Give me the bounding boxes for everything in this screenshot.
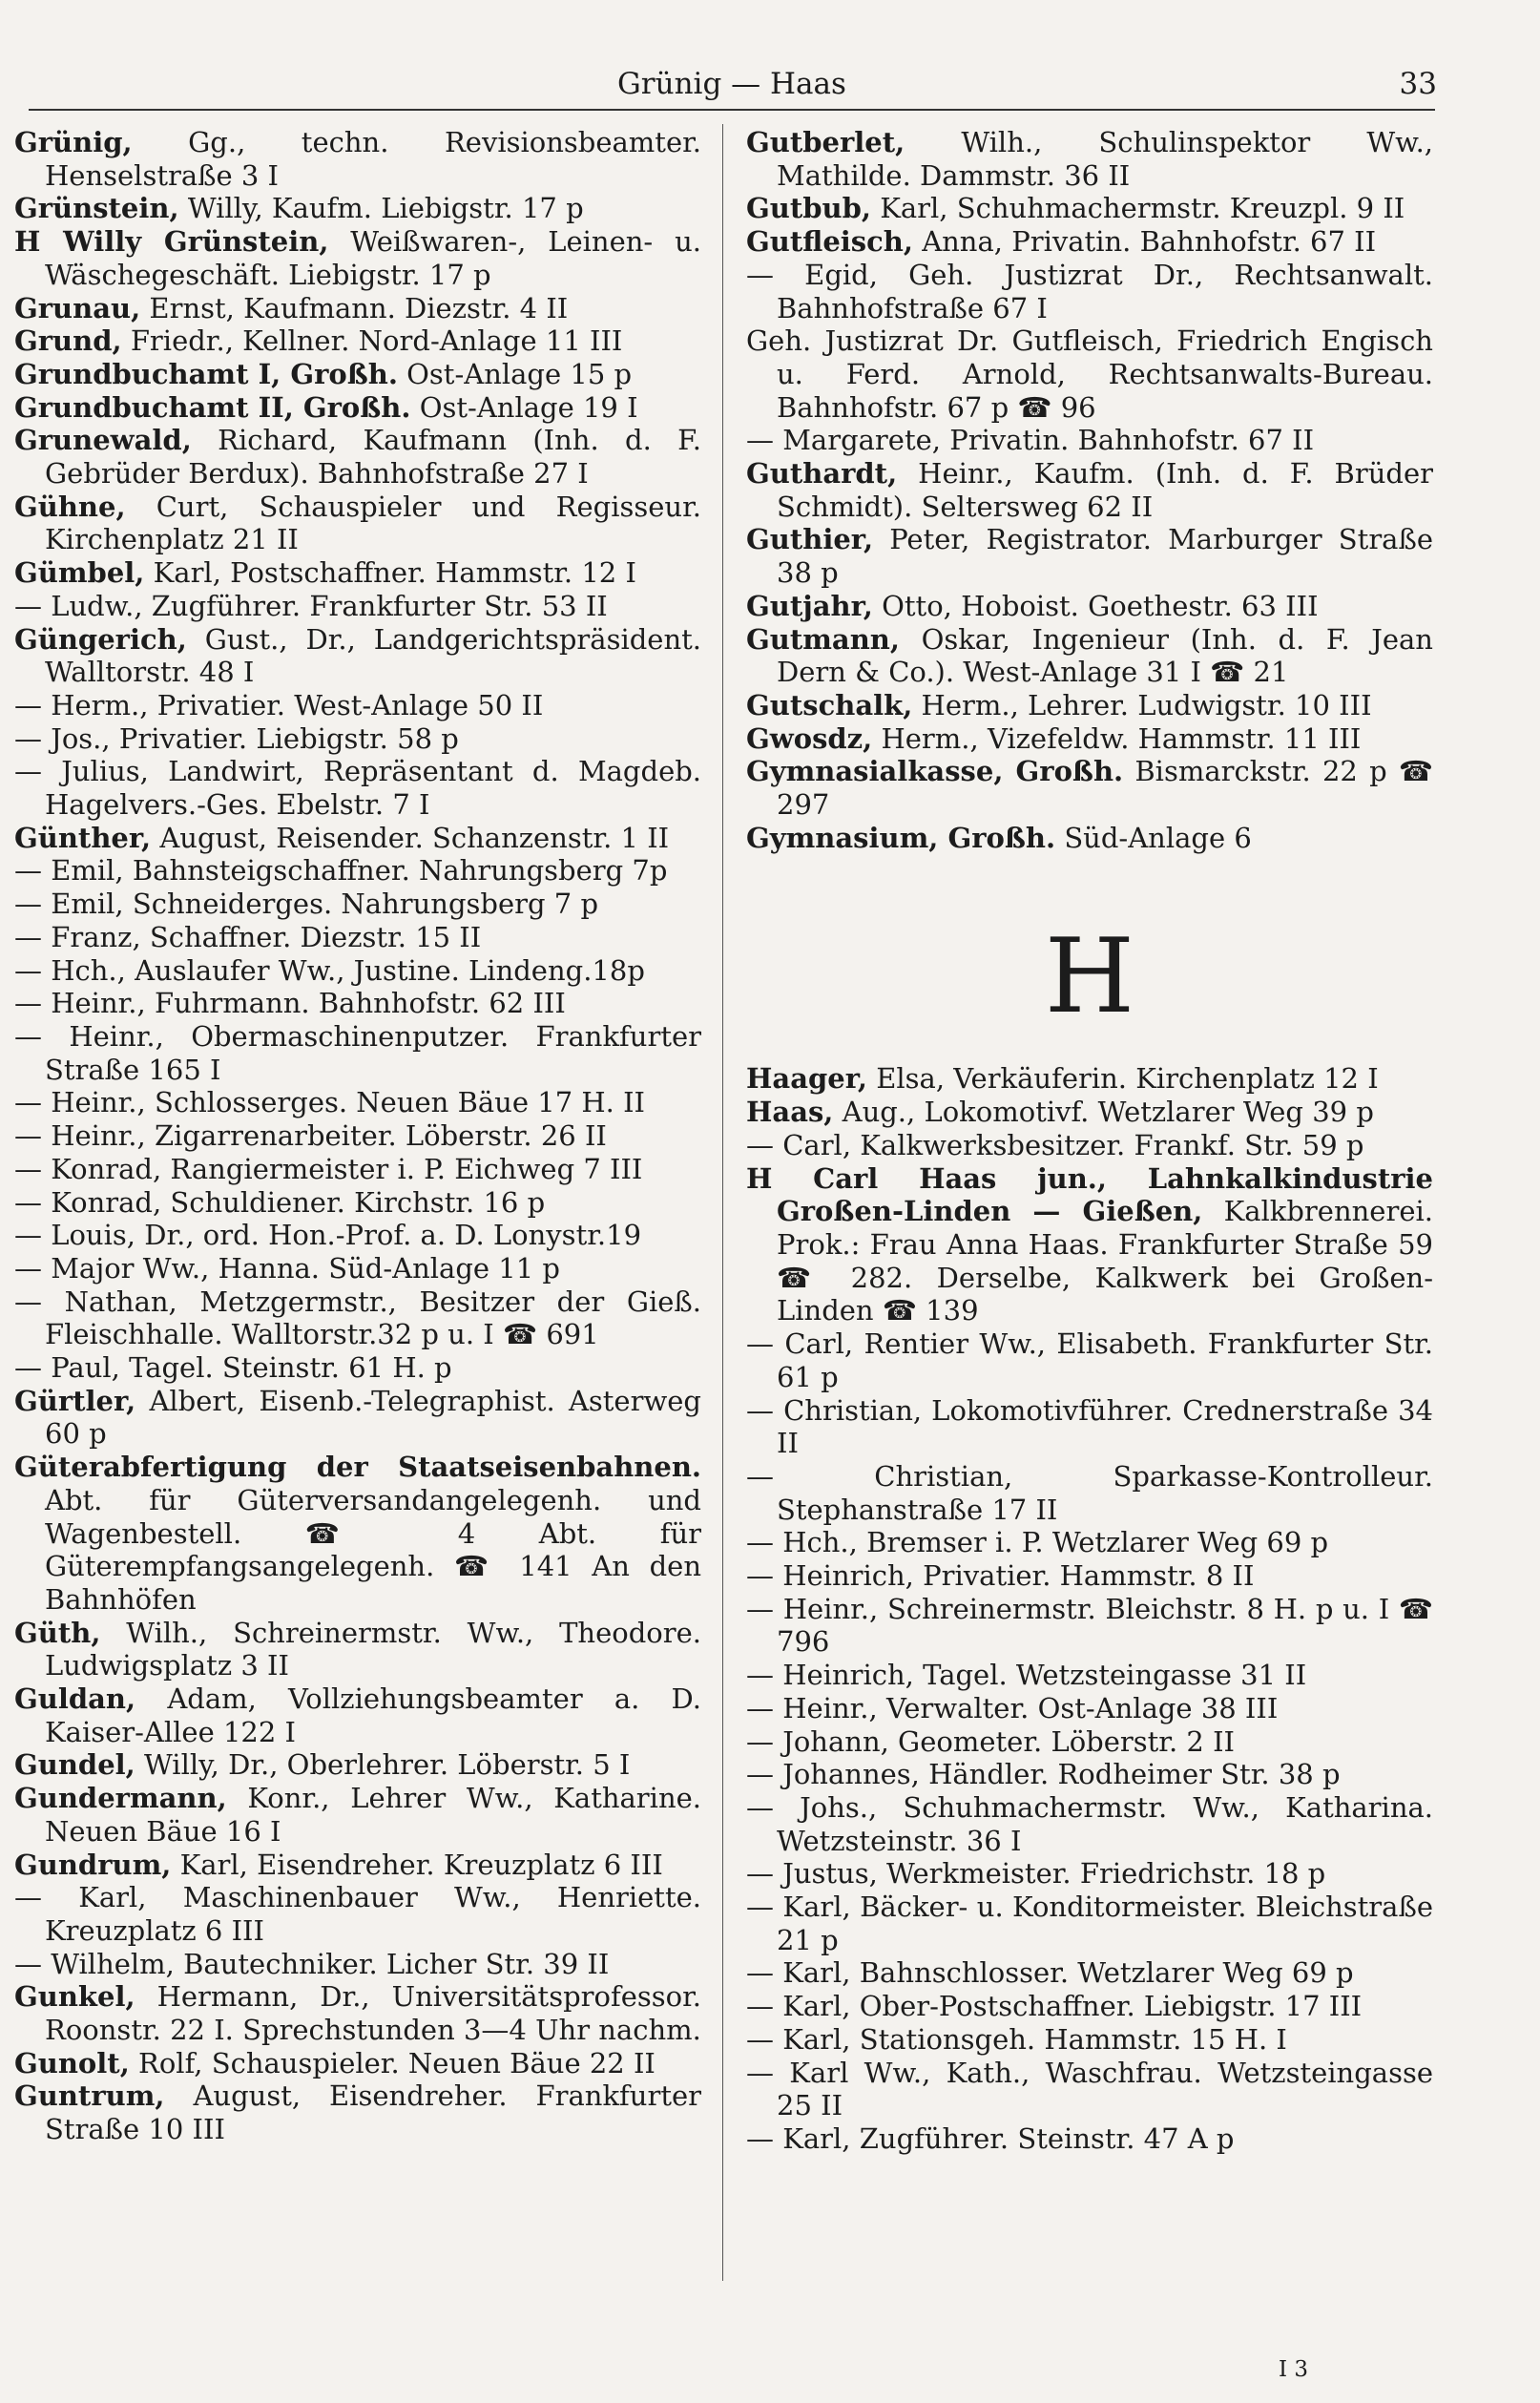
entry-details: Ost-Anlage 15 p [406,357,633,390]
directory-entry [746,1327,1433,1393]
entry-details: Gg., techn. Revisionsbeamter. Henselstraße 3 I [45,126,701,192]
entry-details: Karl, Schuhmachermstr. Kreuzpl. 9 II [880,192,1405,225]
entry-name: Güngerich, [14,622,187,656]
entry-details: Herm., Privatier. West-Anlage 50 II [51,688,544,721]
entry-details: Emil, Bahnsteigschaffner. Nahrungsberg 7p [51,854,668,888]
entry-name: — [746,258,774,291]
directory-entry [746,590,1433,623]
entry-details: Herm., Vizefeldw. Hammstr. 11 III [881,721,1362,755]
directory-entry [746,1659,1433,1692]
directory-entry [14,358,701,391]
entry-name: — [746,1724,774,1758]
entry-name: — [14,888,42,921]
entry-name: Gürtler, [14,1384,136,1417]
directory-entry [746,2122,1433,2156]
entry-name: Gutmann, [746,622,900,656]
entry-name: — [746,1592,774,1625]
entry-details: Hermann, Dr., Universitätsprofessor. Roonstr. 22 I. Sprechstunden 3—4 Uhr nachm. [45,1980,701,2047]
entry-details: Carl, Rentier Ww., Elisabeth. Frankfurter Str. 61 p [777,1327,1433,1393]
entry-name: Grünstein, [14,192,179,225]
entry-details: Heinr., Verwalter. Ost-Anlage 38 III [782,1691,1279,1724]
entry-details: Margarete, Privatin. Bahnhofstr. 67 II [782,424,1315,457]
directory-entry [746,1460,1433,1526]
directory-entry [14,1849,701,1882]
directory-entry [14,623,701,689]
directory-entry [14,2047,701,2080]
entry-name: Gwosdz, [746,721,873,755]
entry-name: — [14,1351,42,1385]
entry-name: — [746,1790,774,1824]
entry-name: — [14,1881,42,1914]
entry-details: Emil, Schneiderges. Nahrungsberg 7 p [51,888,599,921]
entry-name: — [14,1219,42,1252]
entry-name: — [746,1526,774,1559]
entry-details: Heinr., Schreinermstr. Bleichstr. 8 H. p u. I ☎ 796 [777,1592,1434,1659]
entry-name: — [746,2022,774,2056]
directory-entry [746,1725,1433,1759]
directory-entry [14,424,701,490]
directory-entry [14,324,701,358]
entry-name: — [746,1691,774,1724]
right-column [746,126,1433,2156]
entry-details: Major Ww., Hanna. Süd-Anlage 11 p [51,1251,560,1285]
entry-details: Hch., Bremser i. P. Wetzlarer Weg 69 p [782,1526,1329,1559]
directory-entry [746,126,1433,192]
entry-details: Rolf, Schauspieler. Neuen Bäue 22 II [138,2046,656,2079]
directory-entry [14,888,701,921]
entry-details: Johann, Geometer. Löberstr. 2 II [782,1724,1235,1758]
entry-details: Wilh., Schreinermstr. Ww., Theodore. Ludwigsplatz 3 II [45,1616,701,1682]
entry-name: — [14,953,42,987]
entry-details: Franz, Schaffner. Diezstr. 15 II [51,920,482,953]
entry-name: Gunolt, [14,2046,130,2079]
entry-details: Otto, Hoboist. Goethestr. 63 III [882,589,1319,622]
entry-details: Heinrich, Tagel. Wetzsteingasse 31 II [782,1659,1307,1692]
entry-details: Karl, Postschaffner. Hammstr. 12 I [153,556,636,590]
entry-name: Grund, [14,324,122,358]
entry-details: Justus, Werkmeister. Friedrichstr. 18 p [782,1857,1326,1891]
entry-name: Gutfleisch, [746,225,913,259]
directory-entry [746,1593,1433,1659]
directory-entry [14,1451,701,1617]
entry-name: — [746,1459,774,1493]
directory-entry [14,590,701,623]
entry-name: — [14,1119,42,1153]
directory-entry [14,1748,701,1782]
directory-entry [14,1351,701,1385]
entry-details: Willy, Kaufm. Liebigstr. 17 p [187,192,584,225]
entry-details: Karl, Zugführer. Steinstr. 47 A p [782,2121,1235,2155]
directory-entry [746,1559,1433,1593]
directory-entry [746,722,1433,756]
entry-details: Elsa, Verkäuferin. Kirchenplatz 12 I [876,1062,1379,1096]
entry-details: Christian, Lokomotivführer. Crednerstraße 34 II [777,1393,1433,1460]
entry-name: — [14,920,42,953]
entry-name: Gutberlet, [746,126,905,158]
entry-name: Guldan, [14,1682,136,1716]
entry-details: Konrad, Schuldiener. Kirchstr. 16 p [51,1185,546,1219]
entry-name: — [14,1152,42,1185]
entry-name: Güterabfertigung der Staatseisenbahnen. [14,1451,701,1484]
entry-name: Haas, [746,1096,834,1129]
entry-details: Carl, Kalkwerksbesitzer. Frankf. Str. 59 p [782,1128,1364,1161]
directory-entry [746,1758,1433,1791]
entry-name: — [746,1956,774,1990]
directory-entry [14,225,701,291]
directory-entry [14,1617,701,1682]
entry-name: — [14,1947,42,1980]
entry-details: Jos., Privatier. Liebigstr. 58 p [51,721,459,755]
directory-entry [746,2023,1433,2057]
entry-name: Grundbuchamt II, Großh. [14,390,411,424]
directory-entry [14,722,701,756]
entry-name: Guthier, [746,523,874,556]
entry-name: Gutjahr, [746,589,873,622]
entry-details: Curt, Schauspieler und Regisseur. Kirchenplatz 21 II [45,490,701,556]
directory-entry [14,921,701,954]
entry-details: Karl, Stationsgeh. Hammstr. 15 H. I [782,2022,1287,2056]
entry-name: — [14,987,42,1020]
entry-name: — [14,721,42,755]
directory-entry [14,1782,701,1848]
directory-entry [14,1682,701,1748]
entry-name: — [14,1086,42,1119]
entry-name: — [746,1128,774,1161]
directory-entry [746,1526,1433,1559]
directory-entry [746,1857,1433,1891]
entry-details: Weißwaren-, Leinen- u. Wäschegeschäft. Liebigstr. 17 p [45,225,701,291]
directory-entry [14,1119,701,1153]
directory-entry [746,259,1433,324]
entry-details: Karl, Eisendreher. Kreuzplatz 6 III [179,1848,663,1881]
directory-entry [746,424,1433,457]
left-column [14,126,701,2146]
entry-details: Ernst, Kaufmann. Diezstr. 4 II [149,291,569,324]
directory-entry [746,1791,1433,1857]
entry-name: — [14,755,42,788]
entry-details: Ost-Anlage 19 I [419,390,638,424]
entry-details: Herm., Lehrer. Ludwigstr. 10 III [921,688,1372,721]
entry-details: Anna, Privatin. Bahnhofstr. 67 II [922,225,1377,259]
entry-details: Wilhelm, Bautechniker. Licher Str. 39 II [51,1947,610,1980]
directory-entry [14,1252,701,1285]
directory-entry [14,854,701,888]
directory-entry [746,822,1433,855]
directory-entry [14,1285,701,1351]
entry-name: Gümbel, [14,556,145,590]
directory-entry [14,822,701,855]
directory-entry [746,1096,1433,1129]
entry-name: Grundbuchamt I, Großh. [14,357,398,390]
entry-name: H Carl Haas jun., Lahnkalkindustrie Großen-Linden — Gießen, [746,1161,1433,1228]
entry-details: Willy, Dr., Oberlehrer. Löberstr. 5 I [144,1748,631,1782]
entry-details: Karl, Bahnschlosser. Wetzlarer Weg 69 p [782,1956,1354,1990]
entry-details: Karl Ww., Kath., Waschfrau. Wetzsteingasse 25 II [777,2056,1433,2122]
directory-entry [14,1186,701,1220]
directory-entry [14,987,701,1020]
page-header [29,65,1435,111]
entry-details: Heinrich, Privatier. Hammstr. 8 II [782,1559,1255,1593]
entry-details: Julius, Landwirt, Repräsentant d. Magdeb. Hagelvers.-Ges. Ebelstr. 7 I [45,755,702,822]
directory-entry [14,2079,701,2145]
directory-entry [14,689,701,722]
directory-entry [14,1881,701,1947]
entry-details: Heinr., Zigarrenarbeiter. Löberstr. 26 II [51,1119,607,1153]
directory-entry [746,689,1433,722]
entry-details: Hch., Auslaufer Ww., Justine. Lindeng.18p [51,953,645,987]
directory-entry [14,954,701,988]
entry-name: — [746,1758,774,1791]
directory-entry [14,1086,701,1119]
entry-details: Konr., Lehrer Ww., Katharine. Neuen Bäue 16 I [45,1782,702,1848]
entry-name: — [14,854,42,888]
entry-name: Gundel, [14,1748,135,1782]
entry-details: Friedr., Kellner. Nord-Anlage 11 III [130,324,623,358]
directory-entry [14,491,701,556]
directory-entry [746,755,1433,821]
entry-name: — [14,1019,42,1053]
entry-details: Johannes, Händler. Rodheimer Str. 38 p [782,1758,1341,1791]
directory-entry [746,1891,1433,1956]
entry-name: Günther, [14,821,152,854]
entry-details: Oskar, Ingenieur (Inh. d. F. Jean Dern & Co.). West-Anlage 31 I ☎ 21 [777,622,1433,689]
entry-details: Abt. für Güterversandangelegenh. und Wagenbestell. ☎ 4 Abt. für Güterempfangsangelegenh. ☎ 141 An den Bahnhöfen [45,1483,701,1616]
column-divider [722,124,723,2281]
entry-name: — [746,1393,774,1427]
directory-entry [746,1692,1433,1725]
entry-details: Egid, Geh. Justizrat Dr., Rechtsanwalt. Bahnhofstraße 67 I [777,258,1433,324]
directory-entry [746,2057,1433,2122]
entry-name: — [746,1990,774,2023]
entry-details: Bismarckstr. 22 p ☎ 297 [777,755,1434,822]
entry-details: Gust., Dr., Landgerichtspräsident. Walltorstr. 48 I [45,622,701,689]
entry-details: Heinr., Kaufm. (Inh. d. F. Brüder Schmidt). Seltersweg 62 II [777,457,1433,523]
directory-entry [14,391,701,425]
entry-details: Geh. Justizrat Dr. Gutfleisch, Friedrich Engisch u. Ferd. Arnold, Rechtsanwalts-Bureau. Bahnhofstr. 67 p ☎ 96 [746,324,1433,424]
entry-name: Gutbub, [746,192,871,225]
entry-details: Karl, Bäcker- u. Konditormeister. Bleichstraße 21 p [777,1891,1433,1956]
directory-entry [14,1219,701,1252]
directory-entry [14,1948,701,1981]
entry-name: — [746,1857,774,1891]
entry-details: Wilh., Schulinspektor Ww., Mathilde. Dammstr. 36 II [777,126,1434,192]
entry-name: Guthardt, [746,457,898,491]
entry-name: Grünig, [14,126,133,158]
entry-name: Gutschalk, [746,688,913,721]
entry-name: Güth, [14,1616,101,1649]
entry-details: Karl, Maschinenbauer Ww., Henriette. Kreuzplatz 6 III [45,1881,701,1947]
entry-details: Süd-Anlage 6 [1064,821,1252,854]
directory-entry [746,1129,1433,1162]
entry-details: Kalkbrennerei. Prok.: Frau Anna Haas. Frankfurter Straße 59 ☎ 282. Derselbe, Kalkwerk bei Großen-Linden ☎ 139 [777,1195,1433,1327]
entry-name: Gühne, [14,490,126,523]
entry-name: — [14,688,42,721]
entry-name: — [14,1185,42,1219]
entry-details: Christian, Sparkasse-Kontrolleur. Stephanstraße 17 II [777,1459,1433,1526]
entry-name: — [746,424,774,457]
directory-entry [14,556,701,590]
directory-entry [746,192,1433,225]
entry-details: Johs., Schuhmachermstr. Ww., Katharina. Wetzsteinstr. 36 I [777,1790,1434,1857]
entry-name: — [14,589,42,622]
directory-entry [746,225,1433,259]
directory-entry [14,1153,701,1186]
entry-details: Ludw., Zugführer. Frankfurter Str. 53 II [51,589,608,622]
entry-name: — [746,2056,774,2089]
entry-details: Richard, Kaufmann (Inh. d. F. Gebrüder Berdux). Bahnhofstraße 27 I [45,424,702,491]
entry-name: Gunkel, [14,1980,135,2014]
directory-entry [14,126,701,192]
entry-name: — [746,1327,774,1361]
directory-entry [746,623,1433,689]
entry-name: — [746,1891,774,1924]
entry-details: August, Eisendreher. Frankfurter Straße 10 III [45,2079,701,2146]
entry-name: — [746,1659,774,1692]
directory-entry [746,324,1433,424]
directory-entry [746,1394,1433,1460]
g-entries [746,126,1433,854]
directory-entry [746,1990,1433,2023]
directory-entry [746,1062,1433,1096]
entry-details: Konrad, Rangiermeister i. P. Eichweg 7 III [51,1152,643,1185]
entry-details: Heinr., Schlosserges. Neuen Bäue 17 H. II [51,1086,645,1119]
directory-entry [14,1385,701,1451]
entry-details: Adam, Vollziehungsbeamter a. D. Kaiser-Allee 122 I [45,1682,701,1748]
entry-name: Gundermann, [14,1782,227,1815]
entry-name: — [746,2121,774,2155]
entry-details: Karl, Ober-Postschaffner. Liebigstr. 17 III [782,1990,1363,2023]
entry-name: H Willy Grünstein, [14,225,329,259]
directory-entry [746,1956,1433,1990]
entry-details: Peter, Registrator. Marburger Straße 38 p [777,523,1433,590]
h-entries [746,1062,1433,2155]
directory-entry [14,292,701,325]
entry-details: Albert, Eisenb.-Telegraphist. Asterweg 60 p [45,1384,701,1451]
directory-entry [14,755,701,821]
footer-mark: I 3 [1279,2357,1309,2382]
entry-name: Haager, [746,1062,867,1096]
directory-entry [14,192,701,225]
page-number: 33 [1399,67,1437,101]
entry-details: Heinr., Obermaschinenputzer. Frankfurter Straße 165 I [45,1019,701,1086]
directory-entry [746,523,1433,589]
entry-name: Grunewald, [14,424,192,457]
entry-name: Guntrum, [14,2079,165,2113]
entry-name: — [14,1251,42,1285]
entry-details: Paul, Tagel. Steinstr. 61 H. p [51,1351,452,1385]
entry-details: Aug., Lokomotivf. Wetzlarer Weg 39 p [842,1096,1374,1129]
directory-entry [746,1162,1433,1328]
directory-entry [14,1020,701,1086]
entry-name: Gymnasium, Großh. [746,821,1056,854]
running-title: Grünig — Haas [617,67,846,101]
directory-entry [746,457,1433,523]
directory-entry [14,1980,701,2046]
entry-name: — [746,1559,774,1593]
entry-details: Heinr., Fuhrmann. Bahnhofstr. 62 III [51,987,566,1020]
section-letter: H [1044,917,1135,1037]
entry-name: — [14,1285,42,1318]
entry-name: Grunau, [14,291,141,324]
entry-details: August, Reisender. Schanzenstr. 1 II [159,821,670,854]
entry-details: Louis, Dr., ord. Hon.-Prof. a. D. Lonystr.19 [51,1219,642,1252]
entry-details: Nathan, Metzgermstr., Besitzer der Gieß. Fleischhalle. Walltorstr.32 p u. I ☎ 691 [45,1285,702,1351]
entry-name: Gundrum, [14,1848,172,1881]
entry-name: Gymnasialkasse, Großh. [746,755,1124,788]
